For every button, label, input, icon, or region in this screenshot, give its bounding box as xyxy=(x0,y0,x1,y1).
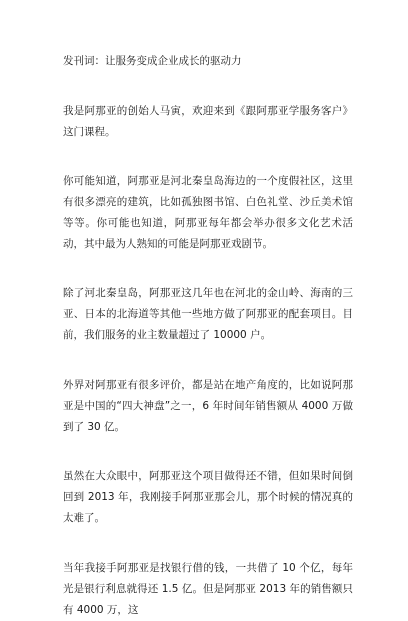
paragraph-reviews: 外界对阿那亚有很多评价，都是站在地产角度的，比如说阿那亚是中国的“四大神盘”之一，6 年时间年销售额从 4000 万做到了 30 亿。 xyxy=(63,379,353,433)
paragraph-bank-loan: 当年我接手阿那亚是找银行借的钱，一共借了 10 个亿，每年光是银行利息就得还 1.5 亿。但是阿那亚 2013 年的销售额只有 4000 万，这 xyxy=(63,562,353,616)
paragraph-2013: 虽然在大众眼中，阿那亚这个项目做得还不错，但如果时间倒回到 2013 年，我刚接手阿那亚那会儿，那个时候的情况真的太难了。 xyxy=(63,470,353,524)
paragraph-about-aranya: 你可能知道，阿那亚是河北秦皇岛海边的一个度假社区，这里有很多漂亮的建筑，比如孤独图书馆、白色礼堂、沙丘美术馆等等。你可能也知道，阿那亚每年都会举办很多文化艺术活动，其中最为人熟知的可能是阿那亚戏剧节。 xyxy=(63,175,353,250)
paragraph-intro: 我是阿那亚的创始人马寅，欢迎来到《跟阿那亚学服务客户》这门课程。 xyxy=(63,105,353,138)
paragraph-projects: 除了河北秦皇岛，阿那亚这几年也在河北的金山岭、海南的三亚、日本的北海道等其他一些地方做了阿那亚的配套项目。目前，我们服务的业主数量超过了 10000 户。 xyxy=(63,287,353,341)
document-title: 发刊词：让服务变成企业成长的驱动力 xyxy=(63,55,242,67)
document-body xyxy=(63,51,353,621)
